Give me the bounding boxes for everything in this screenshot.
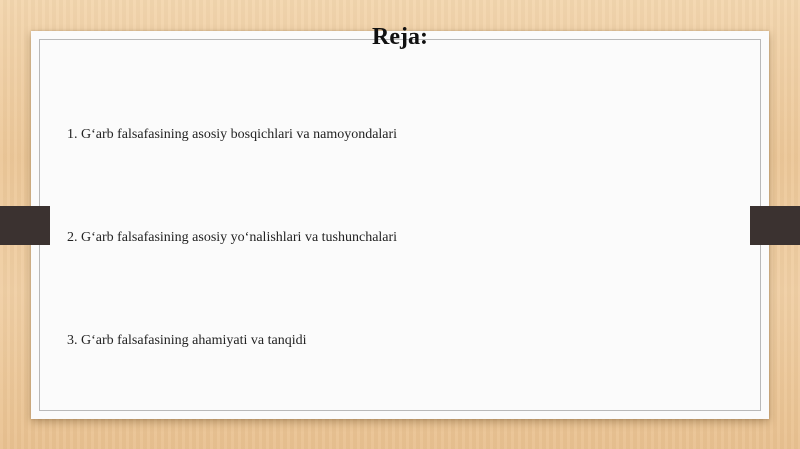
plan-item-3: 3. G‘arb falsafasining ahamiyati va tanqidi bbox=[67, 333, 307, 348]
left-dark-tab bbox=[0, 206, 50, 245]
slide-paper bbox=[31, 31, 769, 419]
plan-item-2: 2. G‘arb falsafasining asosiy yo‘nalishlari va tushunchalari bbox=[67, 230, 398, 245]
plan-item-1: 1. G‘arb falsafasining asosiy bosqichlari va namoyondalari bbox=[67, 127, 398, 142]
paper-inner-border bbox=[39, 39, 761, 411]
right-dark-tab bbox=[750, 206, 800, 245]
slide-title: Reja: bbox=[372, 24, 428, 50]
